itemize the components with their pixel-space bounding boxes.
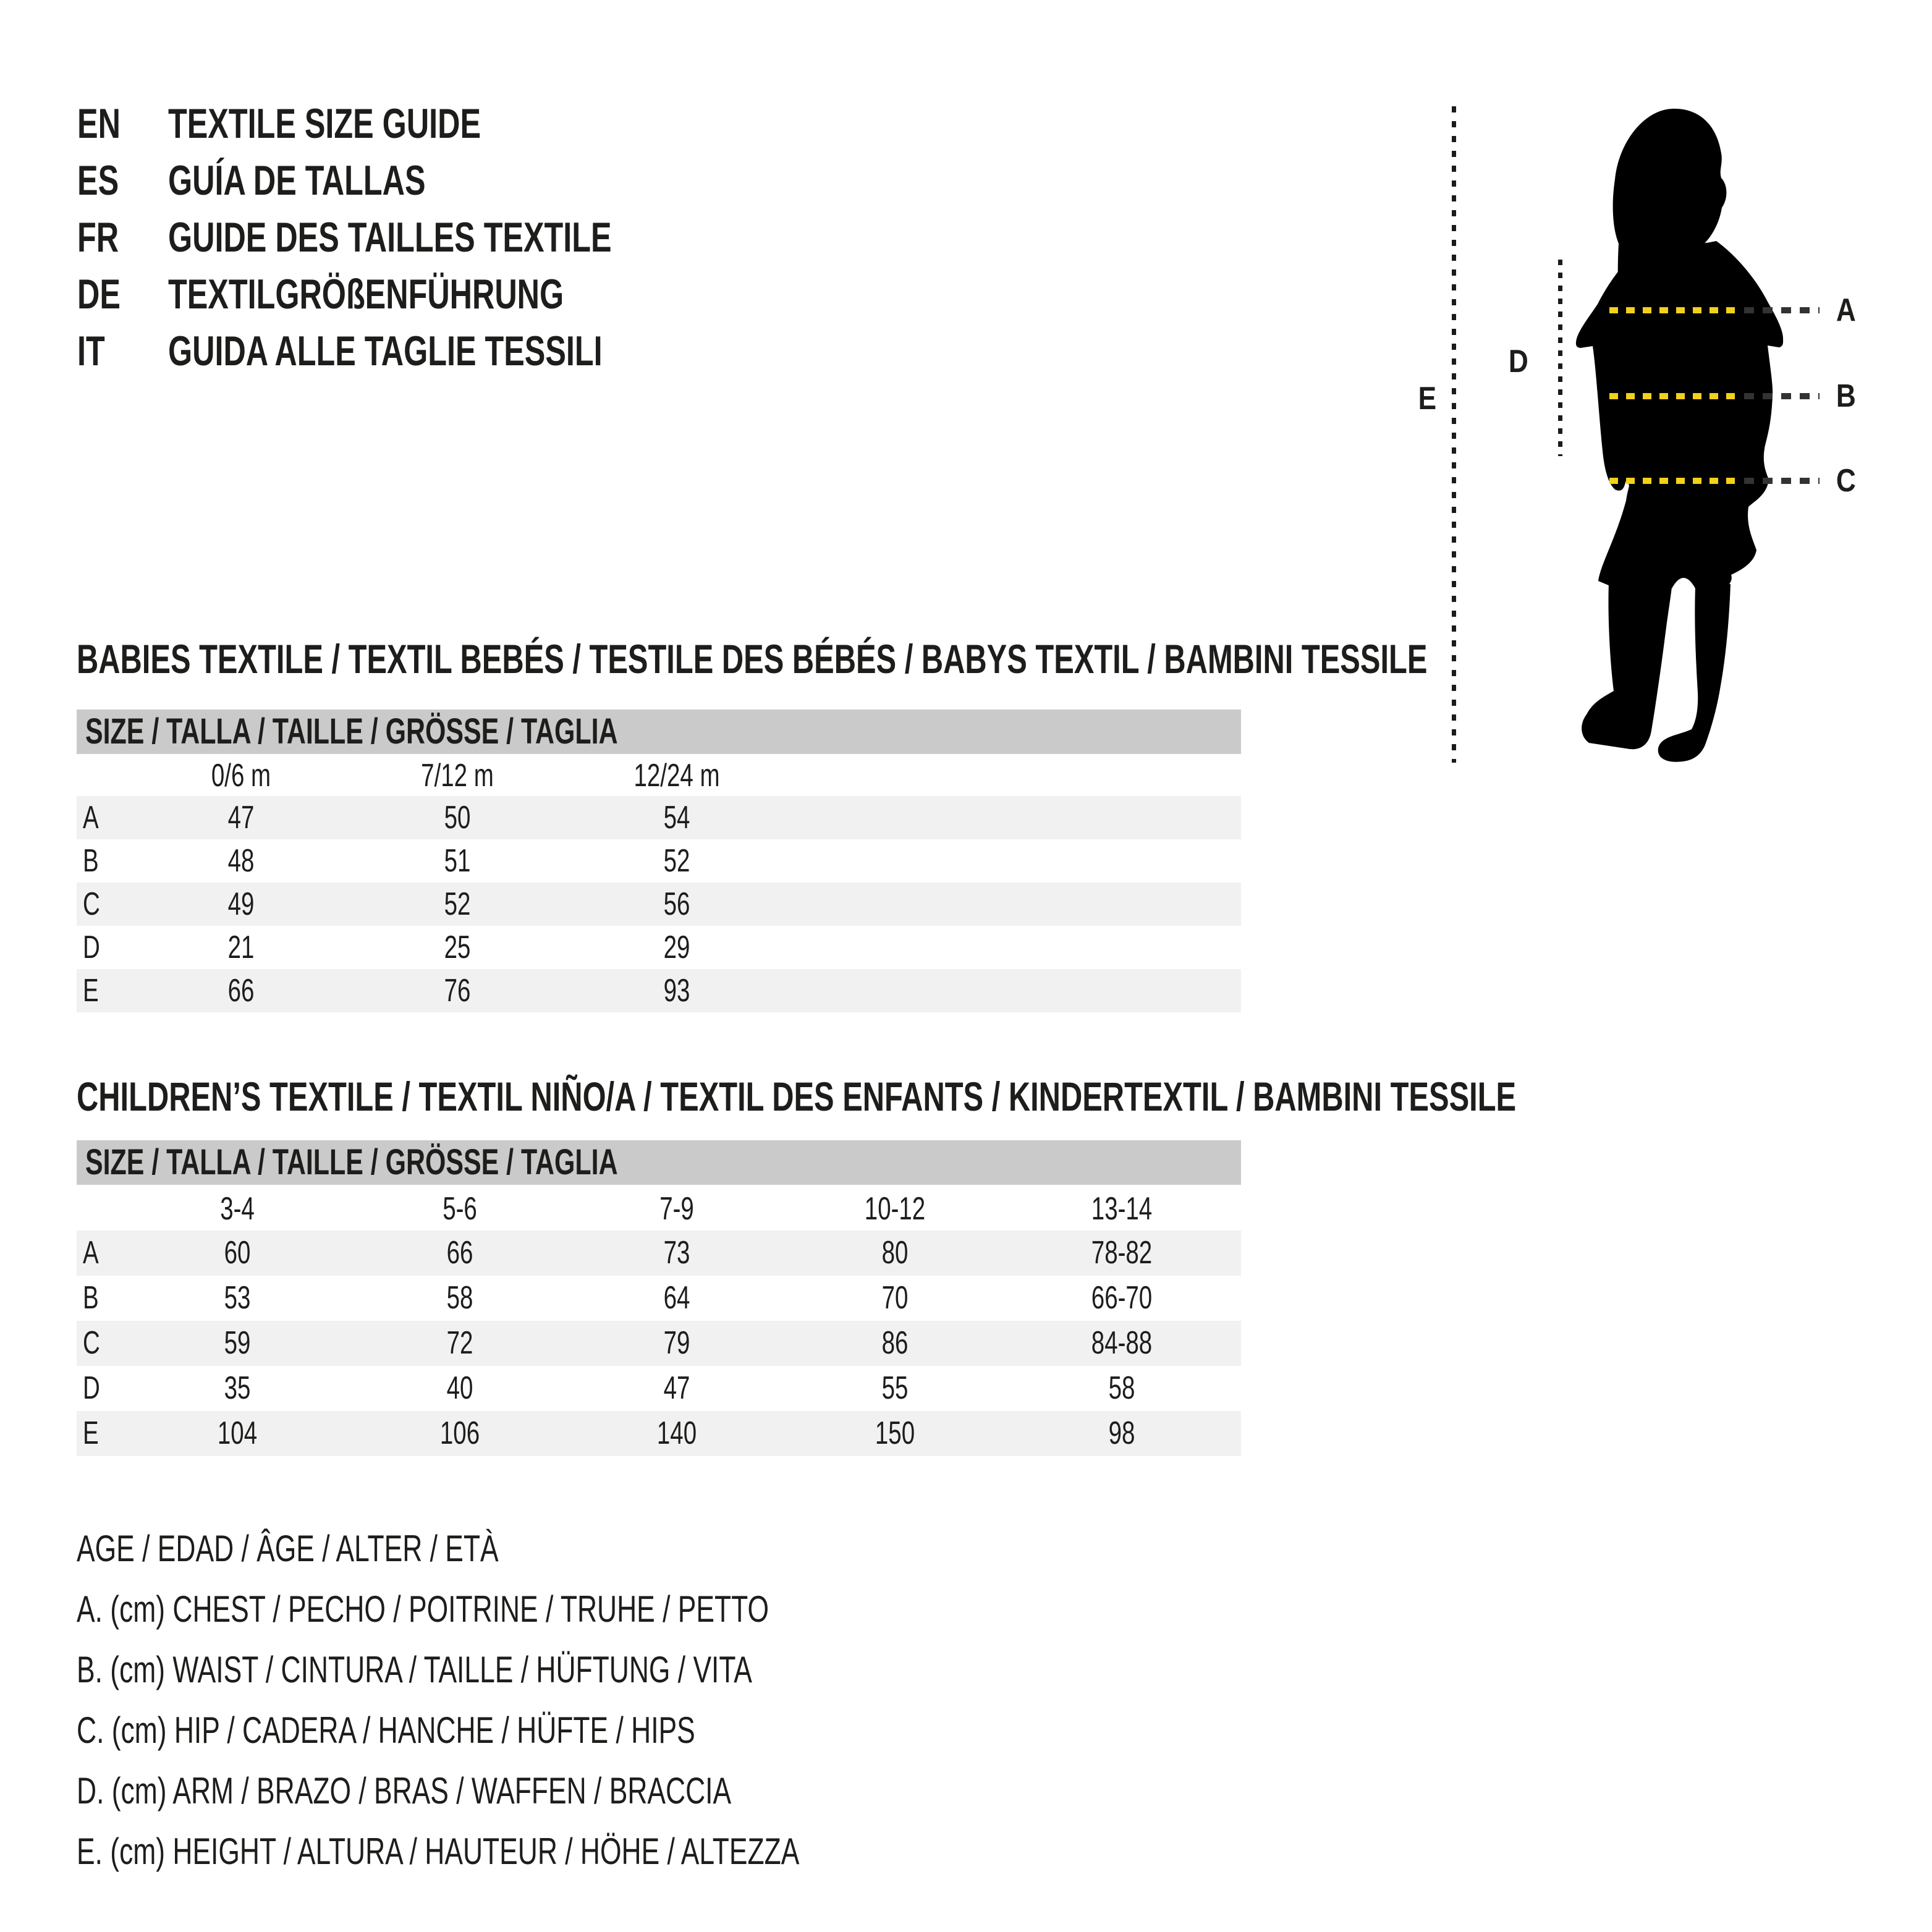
cell-value: 60 (224, 1235, 251, 1271)
language-code-de: DE (77, 271, 121, 318)
figure-label-a: A (1836, 292, 1856, 328)
cell-value: 47 (227, 800, 255, 836)
children-row-c (77, 1321, 1241, 1366)
children-row-d (77, 1366, 1241, 1411)
babies-heading: BABIES TEXTILE / TEXTIL BEBÉS / TESTILE DES BÉBÉS / BABYS TEXTIL / BAMBINI TESSILE (77, 636, 1428, 682)
cell-value: 84-88 (1091, 1325, 1153, 1361)
row-label: C (83, 886, 100, 922)
cell-value: 150 (875, 1415, 915, 1451)
legend-waist: B. (cm) WAIST / CINTURA / TAILLE / HÜFTUNG / VITA (77, 1649, 752, 1690)
children-colhead-4: 10-12 (864, 1191, 926, 1227)
cell-value: 53 (224, 1280, 251, 1316)
legend-hip: C. (cm) HIP / CADERA / HANCHE / HÜFTE / HIPS (77, 1710, 695, 1751)
babies-column-header-row (77, 755, 1241, 796)
cell-value: 50 (444, 800, 471, 836)
cell-value: 70 (881, 1280, 909, 1316)
cell-value: 29 (663, 930, 690, 965)
cell-value: 106 (439, 1415, 480, 1451)
cell-value: 25 (444, 930, 471, 965)
cell-value: 80 (881, 1235, 909, 1271)
children-heading: CHILDREN’S TEXTILE / TEXTIL NIÑO/A / TEXTIL DES ENFANTS / KINDERTEXTIL / BAMBINI TESSILE (77, 1074, 1517, 1119)
cell-value: 35 (224, 1370, 251, 1406)
babies-colhead-3: 12/24 m (633, 758, 720, 794)
row-label: B (83, 1280, 99, 1316)
children-column-header-row (77, 1187, 1241, 1231)
chest-measure-dash-dark (1744, 307, 1820, 313)
cell-value: 52 (663, 843, 690, 879)
figure-label-e: E (1418, 381, 1437, 417)
babies-row-d (77, 926, 1241, 969)
children-row-e (77, 1411, 1241, 1456)
row-label: A (83, 800, 99, 836)
cell-value: 64 (663, 1280, 690, 1316)
cell-value: 52 (444, 886, 471, 922)
row-label: B (83, 843, 99, 879)
cell-value: 21 (227, 930, 255, 965)
cell-value: 58 (446, 1280, 473, 1316)
children-colhead-3: 7-9 (659, 1191, 694, 1227)
row-label: D (83, 930, 100, 965)
cell-value: 79 (663, 1325, 690, 1361)
language-code-en: EN (77, 100, 121, 147)
cell-value: 49 (227, 886, 255, 922)
cell-value: 140 (656, 1415, 697, 1451)
cell-value: 55 (881, 1370, 909, 1406)
babies-row-a (77, 796, 1241, 839)
cell-value: 47 (663, 1370, 690, 1406)
children-row-a (77, 1231, 1241, 1276)
cell-value: 98 (1108, 1415, 1135, 1451)
cell-value: 54 (663, 800, 690, 836)
language-title-en: TEXTILE SIZE GUIDE (168, 100, 481, 147)
language-code-fr: FR (77, 214, 119, 261)
cell-value: 93 (663, 973, 690, 1009)
figure-label-b: B (1836, 378, 1856, 414)
babies-colhead-1: 0/6 m (211, 758, 271, 794)
arm-measure-line-d (1558, 260, 1562, 456)
cell-value: 40 (446, 1370, 473, 1406)
waist-measure-dash-dark (1744, 393, 1820, 399)
legend-arm: D. (cm) ARM / BRAZO / BRAS / WAFFEN / BRACCIA (77, 1770, 732, 1811)
cell-value: 48 (227, 843, 255, 879)
language-title-fr: GUIDE DES TAILLES TEXTILE (168, 214, 612, 261)
cell-value: 66 (446, 1235, 473, 1271)
babies-row-b (77, 839, 1241, 883)
legend-height: E. (cm) HEIGHT / ALTURA / HAUTEUR / HÖHE / ALTEZZA (77, 1831, 800, 1872)
figure-label-d: D (1508, 344, 1528, 379)
row-label: A (83, 1235, 99, 1271)
cell-value: 56 (663, 886, 690, 922)
children-colhead-5: 13-14 (1091, 1191, 1153, 1227)
language-title-de: TEXTILGRÖßENFÜHRUNG (168, 271, 564, 318)
cell-value: 76 (444, 973, 471, 1009)
legend-chest: A. (cm) CHEST / PECHO / POITRINE / TRUHE / PETTO (77, 1588, 769, 1630)
cell-value: 58 (1108, 1370, 1135, 1406)
row-label: E (83, 973, 99, 1009)
row-label: D (83, 1370, 100, 1406)
cell-value: 78-82 (1091, 1235, 1153, 1271)
language-code-it: IT (77, 328, 105, 375)
cell-value: 104 (217, 1415, 258, 1451)
cell-value: 66 (227, 973, 255, 1009)
children-row-b (77, 1276, 1241, 1321)
row-label: E (83, 1415, 99, 1451)
cell-value: 59 (224, 1325, 251, 1361)
hip-measure-dash-dark (1744, 478, 1820, 484)
hip-measure-dash-yellow (1609, 478, 1742, 484)
language-code-es: ES (77, 157, 119, 204)
cell-value: 73 (663, 1235, 690, 1271)
babies-colhead-2: 7/12 m (421, 758, 494, 794)
waist-measure-dash-yellow (1609, 393, 1742, 399)
cell-value: 86 (881, 1325, 909, 1361)
cell-value: 72 (446, 1325, 473, 1361)
children-colhead-1: 3-4 (220, 1191, 255, 1227)
legend-age: AGE / EDAD / ÂGE / ALTER / ETÀ (77, 1528, 499, 1569)
language-title-es: GUÍA DE TALLAS (168, 157, 426, 204)
language-title-it: GUIDA ALLE TAGLIE TESSILI (168, 328, 603, 375)
chest-measure-dash-yellow (1609, 307, 1742, 313)
children-colhead-2: 5-6 (443, 1191, 477, 1227)
figure-label-c: C (1836, 463, 1856, 499)
row-label: C (83, 1325, 100, 1361)
cell-value: 51 (444, 843, 471, 879)
cell-value: 66-70 (1091, 1280, 1153, 1316)
babies-row-c (77, 883, 1241, 926)
babies-row-e (77, 969, 1241, 1012)
babies-size-header-bar: SIZE / TALLA / TAILLE / GRÖSSE / TAGLIA (77, 710, 1241, 754)
children-size-header-bar: SIZE / TALLA / TAILLE / GRÖSSE / TAGLIA (77, 1140, 1241, 1185)
